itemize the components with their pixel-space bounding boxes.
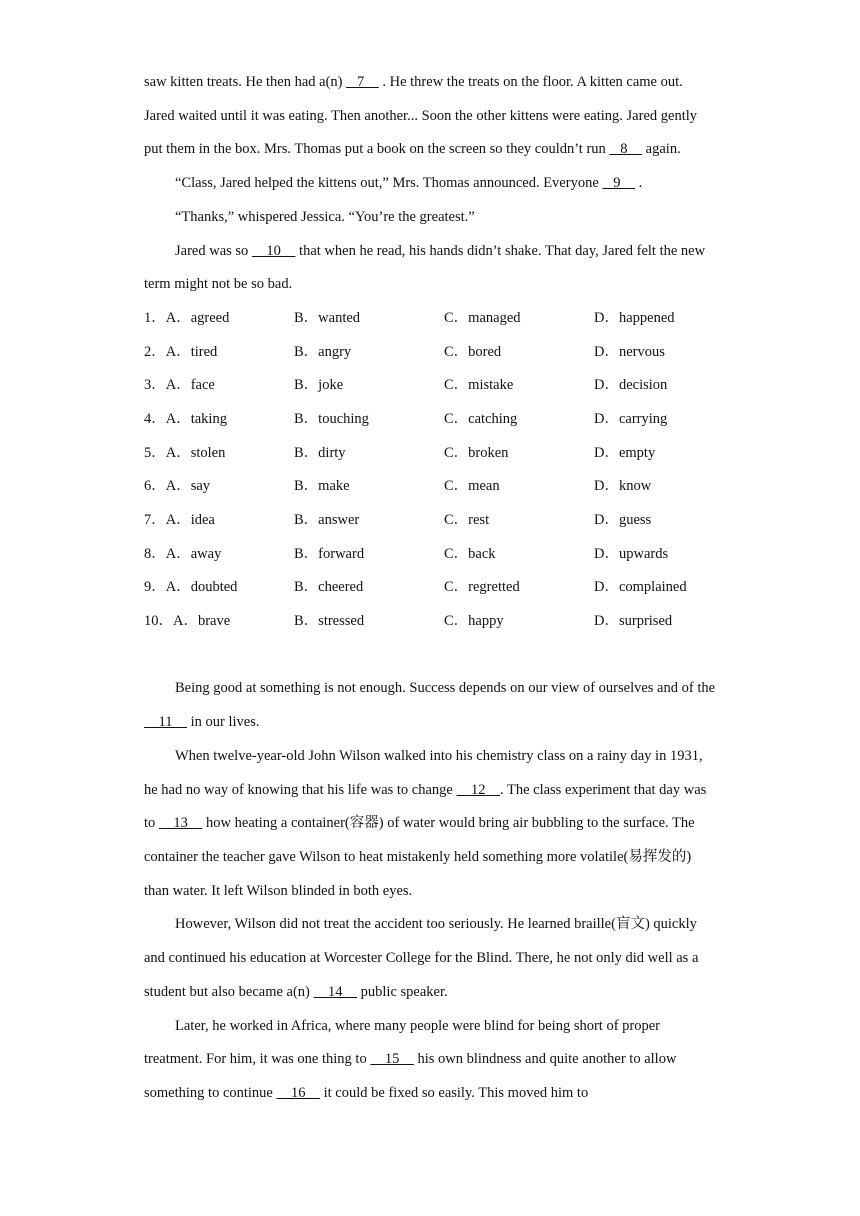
option-a-text: A．face	[165, 377, 215, 394]
passage1-paragraph-2	[144, 167, 716, 201]
option-d: D．guess	[594, 512, 652, 529]
question-number: 4．	[144, 410, 166, 427]
text-span: saw kitten treats. He then had a(n)	[144, 74, 347, 90]
option-c: C．broken	[444, 444, 509, 461]
option-a-text: A．doubted	[165, 579, 238, 596]
question-number: 9．	[144, 579, 166, 596]
passage1-paragraph-3: “Thanks,” whispered Jessica. “You’re the greatest.”	[175, 208, 475, 225]
option-a	[144, 403, 294, 437]
question-row	[144, 470, 716, 504]
question-row	[144, 504, 716, 538]
option-a	[144, 504, 294, 538]
text-span: . He threw the treats on the floor. A kitten came out. Jared waited until it was eating. Then another... Soon the other kittens were eating. Jared gently put them in the box. Mrs. Thomas put a book on the screen so they couldn’t run	[144, 74, 697, 158]
question-row	[144, 369, 716, 403]
option-b: B．angry	[294, 343, 352, 360]
option-a	[144, 302, 294, 336]
option-c: C．catching	[444, 410, 518, 427]
option-a	[144, 437, 294, 471]
passage2-paragraph-4	[144, 1010, 716, 1111]
option-d: D．empty	[594, 444, 656, 461]
option-c: C．back	[444, 545, 496, 562]
option-a	[144, 470, 294, 504]
passage1-paragraph-1	[144, 66, 716, 167]
option-a	[144, 369, 294, 403]
option-b: B．forward	[294, 545, 365, 562]
question-row	[144, 538, 716, 572]
option-d: D．complained	[594, 579, 687, 596]
question-number: 6．	[144, 478, 166, 495]
option-c: C．rest	[444, 512, 490, 529]
blank-15: 15	[370, 1051, 414, 1068]
question-row	[144, 571, 716, 605]
option-d: D．surprised	[594, 613, 673, 630]
option-d: D．carrying	[594, 410, 668, 427]
section-spacer	[144, 639, 716, 673]
option-a-text: A．agreed	[165, 309, 230, 326]
question-number: 2．	[144, 343, 166, 360]
text-span: When twelve-year-old John Wilson walked into his chemistry class on a rainy day in 1931, he had no way of knowing that his life was to change	[144, 747, 703, 798]
option-c: C．mistake	[444, 377, 514, 394]
option-c: C．happy	[444, 613, 504, 630]
option-b: B．joke	[294, 377, 344, 394]
text-span: .	[635, 175, 643, 192]
text-span: Later, he worked in Africa, where many people were blind for being short of proper treatment. For him, it was one thing to	[144, 1017, 660, 1068]
blank-9: 9	[602, 175, 635, 192]
blank-14: 14	[313, 983, 358, 1000]
option-b: B．touching	[294, 410, 369, 427]
option-b: B．make	[294, 478, 350, 495]
question-row	[144, 336, 716, 370]
question-row	[144, 437, 716, 471]
option-d: D．know	[594, 478, 652, 495]
option-d: D．nervous	[594, 343, 665, 360]
option-b: B．cheered	[294, 579, 364, 596]
question-row	[144, 605, 716, 639]
option-a	[144, 571, 294, 605]
option-a-text: A．idea	[165, 512, 215, 529]
blank-7: 7	[346, 74, 379, 90]
question-row	[144, 302, 716, 336]
question-number: 7．	[144, 512, 166, 529]
option-a	[144, 605, 294, 639]
blank-16: 16	[276, 1084, 320, 1101]
option-a-text: A．brave	[173, 613, 231, 630]
option-c: C．bored	[444, 343, 502, 360]
document-content	[144, 66, 716, 1111]
question-row	[144, 403, 716, 437]
option-a	[144, 336, 294, 370]
question-number: 3．	[144, 377, 166, 394]
passage2-paragraph-1	[144, 672, 716, 739]
text-span: Being good at something is not enough. Success depends on our view of ourselves and of the	[175, 680, 716, 697]
option-c: C．managed	[444, 309, 521, 326]
question-number: 8．	[144, 545, 166, 562]
blank-12: 12	[456, 781, 500, 798]
option-b: B．dirty	[294, 444, 346, 461]
passage2-paragraph-3	[144, 908, 716, 1009]
option-b: B．stressed	[294, 613, 365, 630]
option-c: C．mean	[444, 478, 500, 495]
option-a-text: A．tired	[165, 343, 218, 360]
question-number: 5．	[144, 444, 166, 461]
passage1-paragraph-4	[144, 235, 716, 302]
option-a-text: A．say	[165, 478, 211, 495]
blank-13: 13	[158, 815, 203, 832]
option-a-text: A．stolen	[165, 444, 226, 461]
option-d: D．decision	[594, 377, 668, 394]
text-span: in our lives.	[186, 714, 260, 731]
text-span: . The class experiment that day was to	[144, 781, 707, 832]
text-span: Jared was so	[175, 242, 252, 259]
blank-10: 10	[251, 242, 296, 259]
option-b: B．wanted	[294, 309, 361, 326]
text-span: it could be fixed so easily. This moved him to	[320, 1084, 589, 1101]
question-options	[144, 302, 716, 639]
passage2-paragraph-2	[144, 740, 716, 909]
option-d: D．upwards	[594, 545, 669, 562]
option-d: D．happened	[594, 309, 675, 326]
blank-11: 11	[144, 714, 187, 731]
blank-8: 8	[609, 141, 643, 158]
text-span: “Class, Jared helped the kittens out,” Mrs. Thomas announced. Everyone	[175, 175, 603, 192]
text-span: how heating a container(容器) of water would bring air bubbling to the surface. The container the teacher gave Wilson to heat mistakenly held something more volatile(易挥发的) than water. It left Wilson blinded in both eyes.	[144, 815, 695, 899]
text-span: public speaker.	[357, 983, 448, 1000]
text-span: again.	[642, 141, 681, 158]
question-number: 1．	[144, 309, 166, 326]
option-a	[144, 538, 294, 572]
text-span: that when he read, his hands didn’t shake. That day, Jared felt the new term might not be so bad.	[144, 242, 706, 293]
option-c: C．regretted	[444, 579, 520, 596]
text-span: his own blindness and quite another to allow something to continue	[144, 1051, 677, 1101]
question-number: 10．	[144, 613, 173, 630]
option-a-text: A．taking	[165, 410, 227, 427]
text-span: However, Wilson did not treat the accident too seriously. He learned braille(盲文) quickly and continued his education at Worcester College for the Blind. There, he not only did well as a student but also became a(n)	[144, 916, 699, 1000]
option-b: B．answer	[294, 512, 360, 529]
option-a-text: A．away	[165, 545, 222, 562]
